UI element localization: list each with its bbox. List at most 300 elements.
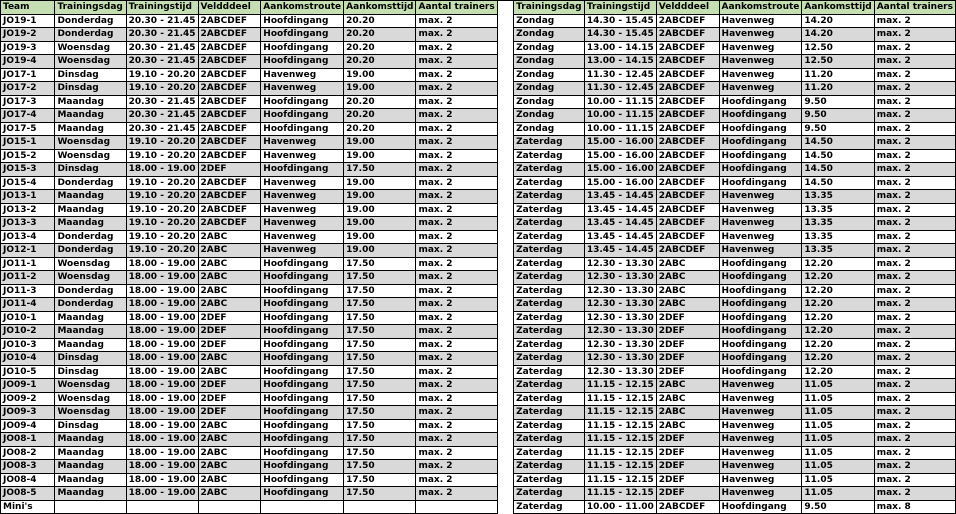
cell-weekend-arrival-route[interactable]: Havenweg [719,82,802,96]
cell-weekend-training-time[interactable]: 11.15 - 12.15 [584,419,656,433]
cell-team[interactable]: JO10-2 [1,325,55,339]
cell-weekend-arrival-route[interactable]: Hoofdingang [719,500,802,514]
cell-gap[interactable] [497,41,513,55]
header-weekday-arrival-route[interactable]: Aankomstroute [261,1,344,15]
cell-weekend-arrival-route[interactable]: Havenweg [719,392,802,406]
cell-weekend-training-day[interactable]: Zaterdag [514,406,585,420]
cell-weekend-training-time[interactable]: 13.45 - 14.45 [584,190,656,204]
cell-gap[interactable] [497,68,513,82]
cell-weekend-training-day[interactable]: Zaterdag [514,392,585,406]
cell-team[interactable]: JO17-2 [1,82,55,96]
cell-weekday-field-part[interactable]: 2ABCDEF [198,14,261,28]
cell-gap[interactable] [497,365,513,379]
cell-weekday-trainers[interactable]: max. 2 [416,122,497,136]
cell-weekend-training-time[interactable]: 13.00 - 14.15 [584,55,656,69]
cell-weekend-training-time[interactable]: 12.30 - 13.30 [584,365,656,379]
cell-weekend-arrival-time[interactable]: 11.20 [802,82,874,96]
cell-weekday-arrival-route[interactable]: Havenweg [261,136,344,150]
cell-weekday-trainers[interactable]: max. 2 [416,352,497,366]
cell-weekday-training-day[interactable]: Maandag [55,433,126,447]
cell-weekend-trainers[interactable]: max. 2 [874,149,955,163]
cell-weekend-arrival-route[interactable]: Havenweg [719,487,802,501]
cell-weekend-trainers[interactable]: max. 2 [874,338,955,352]
cell-weekend-trainers[interactable]: max. 2 [874,433,955,447]
cell-gap[interactable] [497,419,513,433]
cell-weekend-arrival-route[interactable]: Hoofdingang [719,311,802,325]
cell-weekday-training-time[interactable]: 18.00 - 19.00 [126,163,198,177]
cell-weekend-field-part[interactable]: 2ABCDEF [656,203,719,217]
cell-weekday-arrival-time[interactable] [344,500,416,514]
cell-weekday-training-day[interactable]: Dinsdag [55,163,126,177]
cell-weekend-arrival-time[interactable]: 12.50 [802,55,874,69]
cell-weekend-training-day[interactable]: Zondag [514,68,585,82]
cell-team[interactable]: JO08-4 [1,473,55,487]
cell-weekday-field-part[interactable]: 2ABCDEF [198,41,261,55]
cell-weekend-field-part[interactable]: 2DEF [656,446,719,460]
cell-weekday-arrival-time[interactable]: 20.20 [344,109,416,123]
cell-gap[interactable] [497,298,513,312]
cell-gap[interactable] [497,203,513,217]
cell-weekday-arrival-time[interactable]: 19.00 [344,244,416,258]
cell-weekday-field-part[interactable]: 2ABC [198,473,261,487]
cell-weekday-training-time[interactable]: 18.00 - 19.00 [126,365,198,379]
cell-weekday-training-day[interactable]: Maandag [55,446,126,460]
cell-weekend-arrival-route[interactable]: Havenweg [719,203,802,217]
cell-weekend-field-part[interactable]: 2ABCDEF [656,500,719,514]
cell-weekday-training-day[interactable]: Maandag [55,325,126,339]
cell-gap[interactable] [497,284,513,298]
cell-weekend-trainers[interactable]: max. 2 [874,95,955,109]
cell-weekend-arrival-time[interactable]: 11.05 [802,419,874,433]
cell-weekday-field-part[interactable]: 2ABC [198,284,261,298]
cell-weekday-arrival-route[interactable]: Hoofdingang [261,109,344,123]
cell-gap[interactable] [497,352,513,366]
cell-weekday-arrival-route[interactable]: Hoofdingang [261,473,344,487]
cell-weekday-training-day[interactable]: Maandag [55,338,126,352]
cell-weekday-arrival-route[interactable]: Hoofdingang [261,325,344,339]
cell-weekday-trainers[interactable]: max. 2 [416,68,497,82]
cell-weekend-training-day[interactable]: Zaterdag [514,217,585,231]
cell-weekday-field-part[interactable]: 2ABC [198,230,261,244]
cell-weekday-arrival-time[interactable]: 17.50 [344,284,416,298]
cell-gap[interactable] [497,149,513,163]
cell-weekday-arrival-time[interactable]: 19.00 [344,149,416,163]
cell-weekday-training-day[interactable]: Woensdag [55,257,126,271]
cell-weekday-arrival-route[interactable]: Havenweg [261,230,344,244]
cell-weekend-trainers[interactable]: max. 2 [874,365,955,379]
cell-weekend-field-part[interactable]: 2ABCDEF [656,109,719,123]
cell-gap[interactable] [497,406,513,420]
cell-weekday-arrival-route[interactable]: Havenweg [261,176,344,190]
cell-weekend-arrival-time[interactable]: 13.35 [802,203,874,217]
cell-weekend-field-part[interactable]: 2ABC [656,379,719,393]
cell-weekend-trainers[interactable]: max. 2 [874,136,955,150]
cell-weekday-training-day[interactable]: Woensdag [55,271,126,285]
cell-weekend-training-day[interactable]: Zaterdag [514,163,585,177]
cell-weekend-arrival-route[interactable]: Hoofdingang [719,122,802,136]
cell-weekday-training-time[interactable]: 20.30 - 21.45 [126,28,198,42]
cell-weekday-training-time[interactable]: 19.10 - 20.20 [126,68,198,82]
cell-weekend-training-time[interactable]: 11.15 - 12.15 [584,460,656,474]
cell-gap[interactable] [497,446,513,460]
cell-weekday-arrival-time[interactable]: 17.50 [344,163,416,177]
cell-weekend-training-time[interactable]: 15.00 - 16.00 [584,136,656,150]
cell-weekday-arrival-route[interactable]: Havenweg [261,190,344,204]
cell-weekday-field-part[interactable]: 2ABCDEF [198,190,261,204]
cell-weekend-training-day[interactable]: Zaterdag [514,244,585,258]
header-weekend-trainers[interactable]: Aantal trainers [874,1,955,15]
cell-team[interactable]: JO08-5 [1,487,55,501]
cell-weekday-arrival-route[interactable]: Hoofdingang [261,14,344,28]
cell-gap[interactable] [497,28,513,42]
cell-weekend-training-time[interactable]: 11.30 - 12.45 [584,82,656,96]
cell-weekday-field-part[interactable]: 2DEF [198,338,261,352]
cell-weekday-training-day[interactable]: Donderdag [55,298,126,312]
cell-weekday-training-time[interactable]: 19.10 - 20.20 [126,82,198,96]
cell-weekday-arrival-route[interactable]: Hoofdingang [261,406,344,420]
cell-weekend-trainers[interactable]: max. 2 [874,230,955,244]
cell-weekday-trainers[interactable] [416,500,497,514]
cell-weekday-field-part[interactable]: 2ABC [198,257,261,271]
cell-weekday-training-day[interactable]: Donderdag [55,28,126,42]
cell-weekend-trainers[interactable]: max. 2 [874,82,955,96]
cell-weekday-arrival-time[interactable]: 17.50 [344,446,416,460]
cell-weekend-trainers[interactable]: max. 8 [874,500,955,514]
cell-weekday-field-part[interactable]: 2ABCDEF [198,109,261,123]
cell-weekend-training-day[interactable]: Zaterdag [514,271,585,285]
cell-weekday-trainers[interactable]: max. 2 [416,190,497,204]
cell-team[interactable]: JO11-2 [1,271,55,285]
cell-weekday-arrival-time[interactable]: 17.50 [344,352,416,366]
cell-weekend-trainers[interactable]: max. 2 [874,41,955,55]
cell-weekday-field-part[interactable]: 2DEF [198,325,261,339]
cell-weekday-trainers[interactable]: max. 2 [416,176,497,190]
cell-weekday-trainers[interactable]: max. 2 [416,406,497,420]
cell-weekday-trainers[interactable]: max. 2 [416,379,497,393]
cell-team[interactable]: JO11-3 [1,284,55,298]
cell-gap[interactable] [497,217,513,231]
cell-team[interactable]: JO08-2 [1,446,55,460]
cell-team[interactable]: JO19-2 [1,28,55,42]
cell-weekend-arrival-time[interactable]: 14.20 [802,14,874,28]
header-team[interactable]: Team [1,1,55,15]
cell-weekday-field-part[interactable]: 2DEF [198,379,261,393]
cell-weekday-arrival-time[interactable]: 19.00 [344,230,416,244]
cell-weekend-field-part[interactable]: 2DEF [656,433,719,447]
cell-weekend-arrival-route[interactable]: Havenweg [719,419,802,433]
cell-team[interactable]: JO19-3 [1,41,55,55]
cell-weekday-field-part[interactable]: 2ABC [198,244,261,258]
cell-weekend-arrival-time[interactable]: 12.20 [802,365,874,379]
cell-weekend-arrival-route[interactable]: Hoofdingang [719,352,802,366]
cell-weekday-trainers[interactable]: max. 2 [416,203,497,217]
cell-weekday-training-day[interactable]: Maandag [55,190,126,204]
cell-weekend-training-time[interactable]: 11.15 - 12.15 [584,433,656,447]
cell-weekend-training-day[interactable]: Zaterdag [514,203,585,217]
cell-gap[interactable] [497,95,513,109]
cell-weekend-arrival-time[interactable]: 12.20 [802,298,874,312]
cell-weekend-arrival-route[interactable]: Havenweg [719,473,802,487]
cell-weekend-training-time[interactable]: 10.00 - 11.15 [584,122,656,136]
cell-weekend-trainers[interactable]: max. 2 [874,284,955,298]
cell-weekday-training-day[interactable]: Woensdag [55,379,126,393]
header-weekday-arrival-time[interactable]: Aankomsttijd [344,1,416,15]
cell-weekend-training-time[interactable]: 12.30 - 13.30 [584,284,656,298]
cell-weekday-arrival-time[interactable]: 17.50 [344,298,416,312]
cell-weekday-training-day[interactable]: Maandag [55,95,126,109]
cell-weekend-field-part[interactable]: 2ABCDEF [656,136,719,150]
cell-weekend-trainers[interactable]: max. 2 [874,298,955,312]
cell-weekday-training-time[interactable]: 18.00 - 19.00 [126,487,198,501]
cell-weekday-arrival-route[interactable]: Hoofdingang [261,41,344,55]
cell-weekday-arrival-time[interactable]: 17.50 [344,325,416,339]
cell-weekday-training-time[interactable]: 18.00 - 19.00 [126,257,198,271]
cell-weekend-trainers[interactable]: max. 2 [874,203,955,217]
cell-weekend-trainers[interactable]: max. 2 [874,68,955,82]
cell-weekday-trainers[interactable]: max. 2 [416,473,497,487]
cell-weekend-training-time[interactable]: 12.30 - 13.30 [584,257,656,271]
cell-weekday-trainers[interactable]: max. 2 [416,55,497,69]
cell-weekend-arrival-time[interactable]: 12.20 [802,257,874,271]
cell-weekday-trainers[interactable]: max. 2 [416,244,497,258]
cell-weekend-arrival-time[interactable]: 9.50 [802,95,874,109]
cell-weekday-training-day[interactable]: Dinsdag [55,365,126,379]
cell-weekend-training-time[interactable]: 13.45 - 14.45 [584,217,656,231]
cell-weekday-training-day[interactable]: Maandag [55,109,126,123]
cell-team[interactable]: JO15-3 [1,163,55,177]
cell-weekday-training-time[interactable]: 18.00 - 19.00 [126,392,198,406]
cell-weekend-arrival-route[interactable]: Hoofdingang [719,136,802,150]
cell-weekday-training-time[interactable]: 19.10 - 20.20 [126,149,198,163]
cell-weekend-training-day[interactable]: Zaterdag [514,487,585,501]
cell-weekday-trainers[interactable]: max. 2 [416,284,497,298]
cell-weekend-arrival-route[interactable]: Havenweg [719,14,802,28]
cell-weekend-arrival-time[interactable]: 11.05 [802,446,874,460]
cell-weekday-training-time[interactable]: 18.00 - 19.00 [126,473,198,487]
cell-weekend-training-day[interactable]: Zaterdag [514,352,585,366]
cell-gap[interactable] [497,460,513,474]
cell-gap[interactable] [497,271,513,285]
cell-team[interactable]: JO10-1 [1,311,55,325]
cell-weekend-training-day[interactable]: Zaterdag [514,473,585,487]
cell-weekday-training-day[interactable]: Woensdag [55,41,126,55]
cell-weekday-training-day[interactable]: Woensdag [55,149,126,163]
cell-weekend-arrival-route[interactable]: Havenweg [719,230,802,244]
cell-weekend-field-part[interactable]: 2ABCDEF [656,163,719,177]
cell-weekend-training-time[interactable]: 13.00 - 14.15 [584,41,656,55]
cell-weekend-arrival-route[interactable]: Hoofdingang [719,338,802,352]
header-weekend-arrival-time[interactable]: Aankomsttijd [802,1,874,15]
cell-weekday-training-day[interactable]: Woensdag [55,55,126,69]
cell-weekday-training-day[interactable]: Maandag [55,473,126,487]
cell-weekday-training-time[interactable]: 20.30 - 21.45 [126,95,198,109]
cell-weekday-trainers[interactable]: max. 2 [416,95,497,109]
cell-weekday-training-day[interactable]: Maandag [55,122,126,136]
cell-weekend-field-part[interactable]: 2ABCDEF [656,28,719,42]
cell-weekend-arrival-route[interactable]: Hoofdingang [719,271,802,285]
cell-gap[interactable] [497,190,513,204]
cell-weekend-field-part[interactable]: 2ABCDEF [656,14,719,28]
cell-weekend-training-time[interactable]: 11.15 - 12.15 [584,379,656,393]
cell-weekday-arrival-time[interactable]: 19.00 [344,217,416,231]
cell-weekend-arrival-route[interactable]: Hoofdingang [719,149,802,163]
cell-weekday-training-day[interactable]: Maandag [55,460,126,474]
cell-weekend-training-day[interactable]: Zaterdag [514,190,585,204]
cell-weekday-field-part[interactable] [198,500,261,514]
cell-weekend-training-time[interactable]: 10.00 - 11.15 [584,109,656,123]
cell-weekend-arrival-route[interactable]: Hoofdingang [719,95,802,109]
cell-weekday-trainers[interactable]: max. 2 [416,271,497,285]
cell-weekday-trainers[interactable]: max. 2 [416,149,497,163]
cell-gap[interactable] [497,338,513,352]
cell-weekend-field-part[interactable]: 2DEF [656,460,719,474]
cell-weekend-training-day[interactable]: Zondag [514,95,585,109]
cell-weekend-arrival-time[interactable]: 11.20 [802,68,874,82]
cell-gap[interactable] [497,122,513,136]
cell-weekday-training-day[interactable]: Woensdag [55,136,126,150]
cell-weekend-field-part[interactable]: 2ABCDEF [656,176,719,190]
cell-weekday-arrival-route[interactable]: Hoofdingang [261,284,344,298]
cell-weekday-trainers[interactable]: max. 2 [416,433,497,447]
cell-weekend-training-day[interactable]: Zaterdag [514,460,585,474]
cell-weekday-arrival-route[interactable]: Hoofdingang [261,95,344,109]
cell-weekday-training-day[interactable]: Dinsdag [55,352,126,366]
cell-weekend-training-time[interactable]: 13.45 - 14.45 [584,203,656,217]
cell-weekend-arrival-time[interactable]: 12.20 [802,271,874,285]
cell-weekend-arrival-time[interactable]: 9.50 [802,109,874,123]
header-weekday-training-time[interactable]: Trainingstijd [126,1,198,15]
cell-weekend-training-time[interactable]: 12.30 - 13.30 [584,352,656,366]
selected-gap-cell[interactable] [497,1,513,15]
cell-weekend-arrival-time[interactable]: 9.50 [802,122,874,136]
cell-weekday-arrival-route[interactable]: Hoofdingang [261,28,344,42]
cell-team[interactable]: JO13-4 [1,230,55,244]
cell-weekday-field-part[interactable]: 2DEF [198,406,261,420]
cell-team[interactable]: JO15-2 [1,149,55,163]
cell-weekday-arrival-route[interactable]: Hoofdingang [261,460,344,474]
cell-weekday-arrival-time[interactable]: 20.20 [344,41,416,55]
cell-weekend-training-time[interactable]: 11.15 - 12.15 [584,406,656,420]
cell-gap[interactable] [497,473,513,487]
cell-team[interactable]: JO09-4 [1,419,55,433]
cell-weekday-training-time[interactable]: 18.00 - 19.00 [126,298,198,312]
cell-team[interactable]: JO17-1 [1,68,55,82]
cell-weekday-arrival-time[interactable]: 17.50 [344,257,416,271]
cell-weekday-trainers[interactable]: max. 2 [416,217,497,231]
cell-weekday-arrival-route[interactable]: Hoofdingang [261,311,344,325]
cell-weekend-trainers[interactable]: max. 2 [874,257,955,271]
cell-weekday-training-time[interactable]: 20.30 - 21.45 [126,14,198,28]
cell-weekend-arrival-time[interactable]: 11.05 [802,473,874,487]
cell-gap[interactable] [497,244,513,258]
cell-gap[interactable] [497,325,513,339]
cell-team[interactable]: JO11-1 [1,257,55,271]
cell-weekend-field-part[interactable]: 2ABC [656,298,719,312]
cell-weekend-arrival-time[interactable]: 14.50 [802,149,874,163]
cell-weekend-field-part[interactable]: 2ABCDEF [656,244,719,258]
cell-weekend-trainers[interactable]: max. 2 [874,419,955,433]
cell-weekday-training-day[interactable]: Maandag [55,203,126,217]
cell-weekday-training-time[interactable]: 20.30 - 21.45 [126,41,198,55]
cell-weekend-arrival-time[interactable]: 11.05 [802,379,874,393]
cell-weekday-arrival-route[interactable]: Hoofdingang [261,298,344,312]
cell-weekend-field-part[interactable]: 2ABC [656,406,719,420]
cell-weekend-trainers[interactable]: max. 2 [874,392,955,406]
cell-weekend-arrival-route[interactable]: Havenweg [719,55,802,69]
cell-gap[interactable] [497,379,513,393]
cell-weekday-training-time[interactable]: 18.00 - 19.00 [126,338,198,352]
cell-weekday-trainers[interactable]: max. 2 [416,338,497,352]
cell-team[interactable]: JO08-3 [1,460,55,474]
cell-weekend-arrival-route[interactable]: Hoofdingang [719,365,802,379]
cell-team[interactable]: JO12-1 [1,244,55,258]
cell-weekend-arrival-route[interactable]: Hoofdingang [719,284,802,298]
header-weekday-field-part[interactable]: Veldddeel [198,1,261,15]
cell-gap[interactable] [497,14,513,28]
cell-weekday-arrival-time[interactable]: 20.20 [344,14,416,28]
cell-weekday-training-time[interactable]: 19.10 - 20.20 [126,230,198,244]
cell-weekday-field-part[interactable]: 2ABCDEF [198,28,261,42]
cell-weekend-training-day[interactable]: Zondag [514,82,585,96]
cell-team[interactable]: JO09-1 [1,379,55,393]
cell-weekend-field-part[interactable]: 2DEF [656,487,719,501]
cell-weekday-training-time[interactable]: 18.00 - 19.00 [126,460,198,474]
cell-weekend-arrival-time[interactable]: 14.20 [802,28,874,42]
cell-weekday-field-part[interactable]: 2ABC [198,433,261,447]
cell-weekday-training-day[interactable]: Donderdag [55,284,126,298]
cell-weekday-training-day[interactable]: Dinsdag [55,68,126,82]
cell-weekend-arrival-route[interactable]: Havenweg [719,446,802,460]
cell-weekend-trainers[interactable]: max. 2 [874,352,955,366]
cell-weekend-arrival-route[interactable]: Hoofdingang [719,109,802,123]
cell-weekday-arrival-time[interactable]: 20.20 [344,95,416,109]
cell-weekend-arrival-route[interactable]: Hoofdingang [719,176,802,190]
cell-weekday-arrival-route[interactable]: Hoofdingang [261,338,344,352]
cell-weekend-field-part[interactable]: 2ABCDEF [656,149,719,163]
cell-gap[interactable] [497,500,513,514]
cell-weekday-arrival-time[interactable]: 17.50 [344,487,416,501]
cell-weekday-training-time[interactable]: 19.10 - 20.20 [126,244,198,258]
cell-weekend-trainers[interactable]: max. 2 [874,109,955,123]
cell-weekend-arrival-route[interactable]: Havenweg [719,190,802,204]
cell-weekend-arrival-route[interactable]: Havenweg [719,460,802,474]
cell-weekend-field-part[interactable]: 2ABCDEF [656,82,719,96]
cell-weekend-training-day[interactable]: Zaterdag [514,433,585,447]
cell-weekend-training-day[interactable]: Zondag [514,14,585,28]
cell-weekday-training-time[interactable]: 18.00 - 19.00 [126,406,198,420]
cell-weekday-arrival-time[interactable]: 17.50 [344,419,416,433]
cell-team[interactable]: JO15-1 [1,136,55,150]
cell-weekday-field-part[interactable]: 2ABC [198,460,261,474]
cell-weekday-training-time[interactable]: 20.30 - 21.45 [126,122,198,136]
cell-gap[interactable] [497,433,513,447]
cell-weekday-trainers[interactable]: max. 2 [416,419,497,433]
cell-weekday-training-day[interactable] [55,500,126,514]
cell-weekday-field-part[interactable]: 2ABCDEF [198,95,261,109]
cell-gap[interactable] [497,55,513,69]
cell-weekday-arrival-route[interactable]: Havenweg [261,82,344,96]
cell-weekday-arrival-time[interactable]: 17.50 [344,460,416,474]
cell-team[interactable]: JO08-1 [1,433,55,447]
cell-weekday-arrival-time[interactable]: 17.50 [344,433,416,447]
cell-weekend-training-time[interactable]: 12.30 - 13.30 [584,311,656,325]
cell-weekend-field-part[interactable]: 2DEF [656,311,719,325]
cell-weekend-trainers[interactable]: max. 2 [874,244,955,258]
cell-weekend-arrival-route[interactable]: Hoofdingang [719,325,802,339]
cell-team[interactable]: JO13-3 [1,217,55,231]
cell-weekend-training-time[interactable]: 12.30 - 13.30 [584,298,656,312]
cell-weekend-field-part[interactable]: 2ABCDEF [656,41,719,55]
